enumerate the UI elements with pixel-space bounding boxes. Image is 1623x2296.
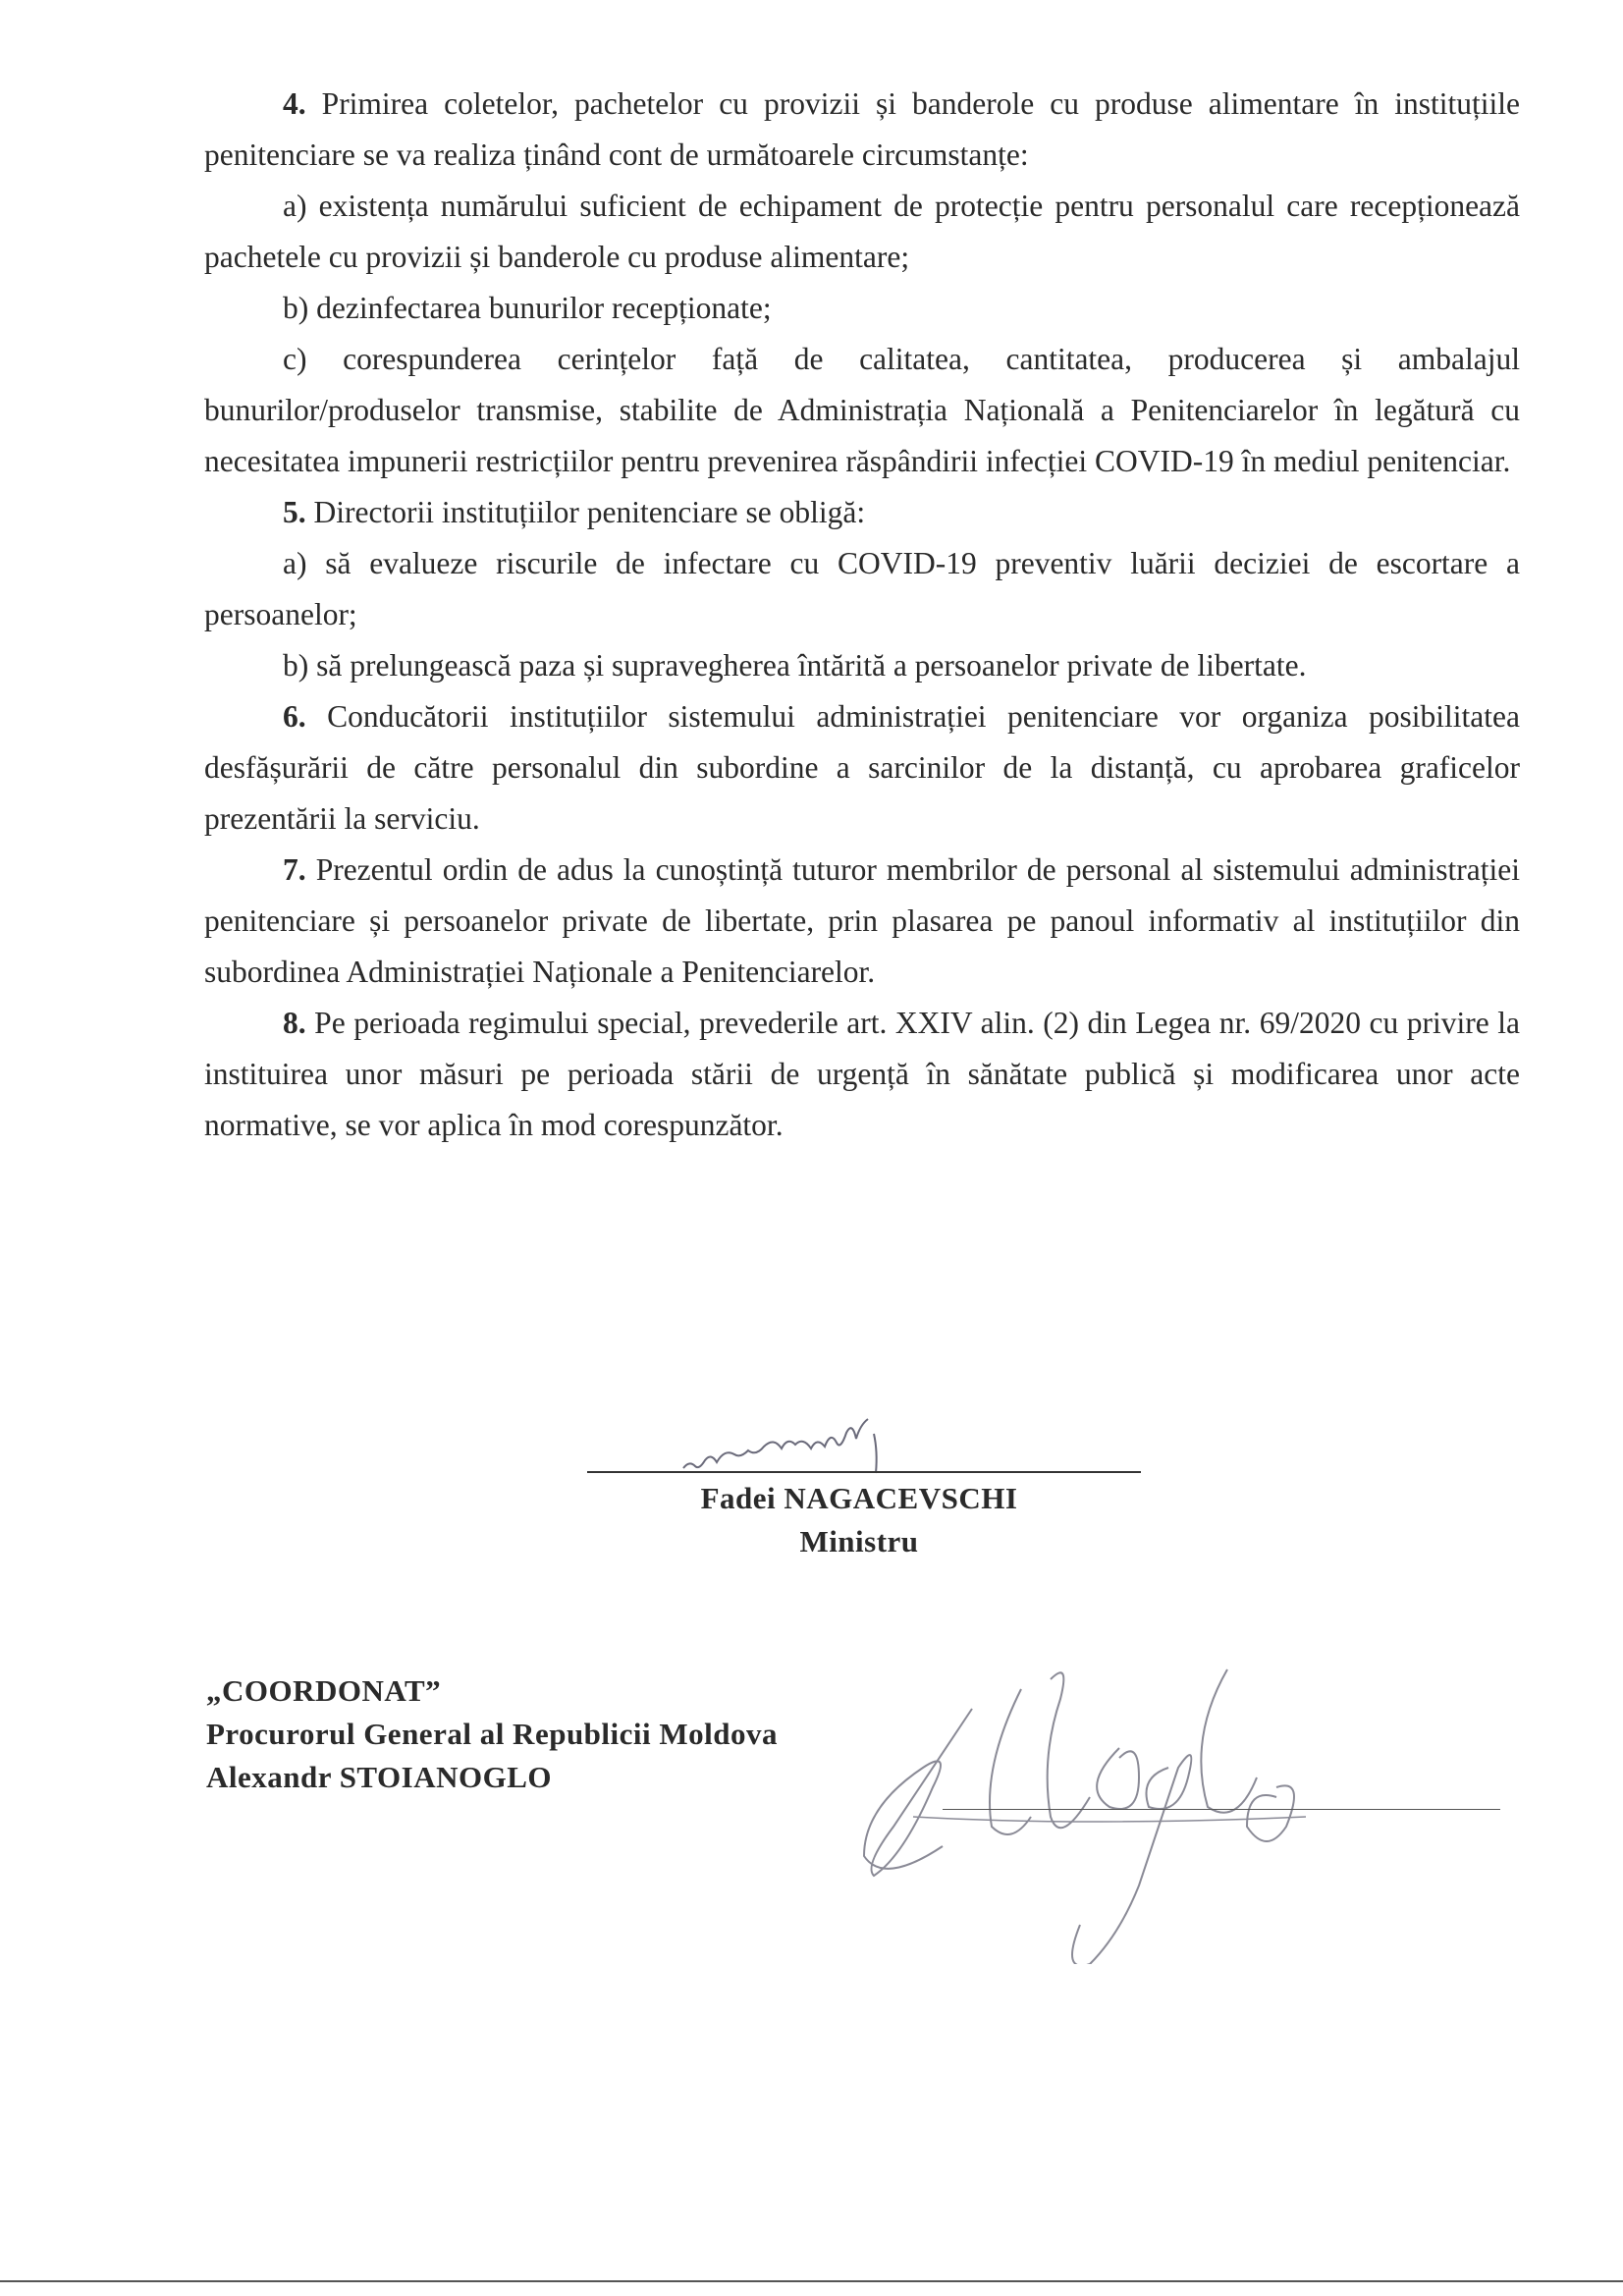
paragraph-text: Conducătorii instituțiilor sistemului administrației penitenciare vor organiza posibilitatea desfășurării de către personalul din subordine a sarcinilor de la distanță, cu aprobarea graficelor prezentării la serviciu. (204, 699, 1520, 836)
paragraph-text: c) corespunderea cerințelor față de calitatea, cantitatea, producerea și ambalajul bunurilor/produselor transmise, stabilite de Administrația Națională a Penitenciarelor în legătură cu necesitatea impunerii restricțiilor pentru prevenirea răspândirii infecției COVID-19 în mediul penitenciar. (204, 342, 1520, 478)
coordination-title: Procurorul General al Republicii Moldova (206, 1717, 778, 1751)
signatory-name: Fadei NAGACEVSCHI (700, 1481, 1018, 1515)
paragraph-4a (204, 181, 1520, 283)
prosecutor-signature (854, 1650, 1384, 1964)
paragraph-7 (204, 845, 1520, 998)
minister-signature-line (587, 1471, 1141, 1473)
paragraph-5 (204, 487, 1520, 538)
paragraph-number: 7. (283, 852, 306, 887)
paragraph-text: a) existența numărului suficient de echipament de protecție pentru personalul care recepționează pachetele cu provizii și banderole cu produse alimentare; (204, 189, 1520, 274)
paragraph-number: 8. (283, 1006, 306, 1040)
paragraph-text: Pe perioada regimului special, prevederile art. XXIV alin. (2) din Legea nr. 69/2020 cu privire la instituirea unor măsuri pe perioada stării de urgență în sănătate publică și modificarea unor acte normative, se vor aplica în mod corespunzător. (204, 1006, 1521, 1142)
paragraph-text: Prezentul ordin de adus la cunoștință tuturor membrilor de personal al sistemului administrației penitenciare și persoanelor private de libertate, prin plasarea pe panoul informativ al instituțiilor din subordinea Administrației Naționale a Penitenciarelor. (204, 852, 1521, 989)
coordination-name: Alexandr STOIANOGLO (206, 1760, 553, 1794)
paragraph-text: a) să evalueze riscurile de infectare cu COVID-19 preventiv luării deciziei de escortare a persoanelor; (204, 546, 1520, 631)
prosecutor-signature-line (943, 1809, 1500, 1810)
paragraph-text: b) să prelungească paza și supravegherea întărită a persoanelor private de libertate. (283, 648, 1307, 683)
paragraph-text: b) dezinfectarea bunurilor recepționate; (283, 291, 772, 325)
paragraph-8 (204, 998, 1520, 1151)
paragraph-number: 4. (283, 86, 306, 121)
paragraph-text: Primirea coletelor, pachetelor cu provizii și banderole cu produse alimentare în instituțiile penitenciare se va realiza ținând cont de următoarele circumstanțe: (204, 86, 1521, 172)
paragraph-number: 5. (283, 495, 306, 529)
paragraph-number: 6. (283, 699, 306, 734)
page-bottom-border (0, 2280, 1623, 2282)
order-body (204, 79, 1520, 1151)
paragraph-5a (204, 538, 1520, 640)
coordination-block (206, 1669, 778, 1799)
coordination-label: „COORDONAT” (206, 1673, 442, 1708)
paragraph-4 (204, 79, 1520, 181)
paragraph-5b (204, 640, 1520, 691)
paragraph-4b (204, 283, 1520, 334)
signatory-role: Ministru (799, 1524, 919, 1558)
paragraph-6 (204, 691, 1520, 845)
paragraph-4c (204, 334, 1520, 487)
paragraph-text: Directorii instituțiilor penitenciare se obligă: (313, 495, 866, 529)
